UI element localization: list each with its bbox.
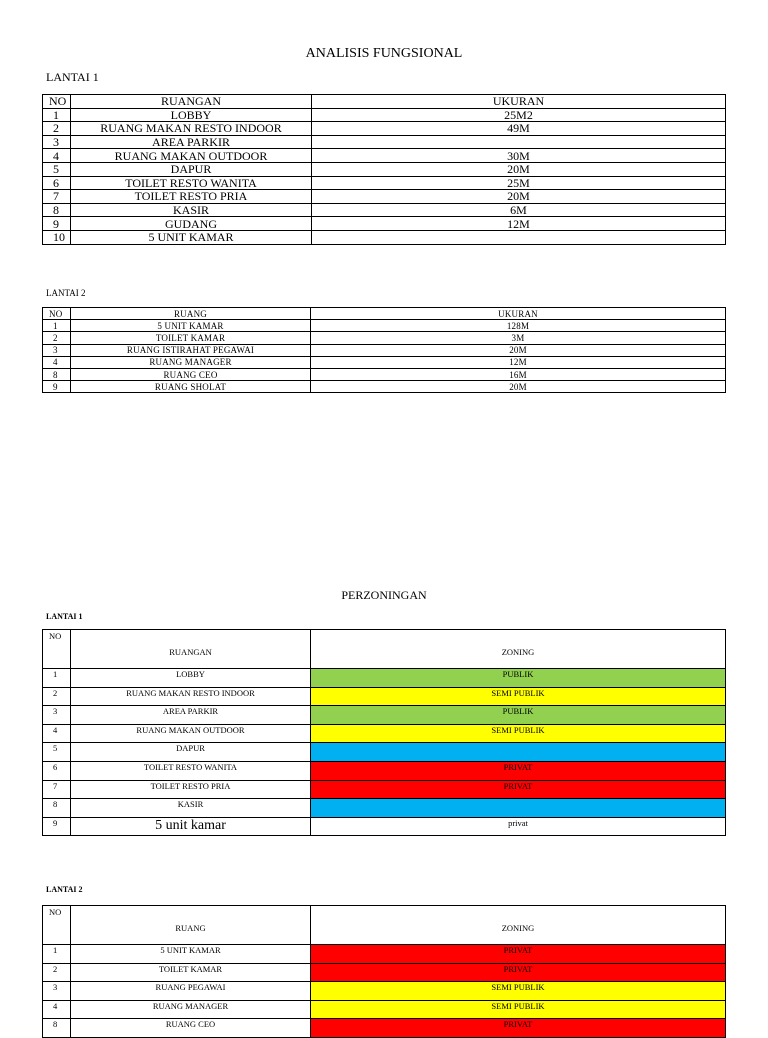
row-no: 3 — [43, 135, 71, 149]
row-zone — [311, 799, 726, 818]
row-room-name: 5 unit kamar — [71, 817, 311, 836]
row-size: 30M — [312, 149, 726, 163]
row-room-name: TOILET KAMAR — [71, 332, 311, 344]
row-zone: SEMI PUBLIK — [311, 1000, 726, 1019]
row-room-name: LOBBY — [71, 108, 312, 122]
zoning-heading-lantai-1: LANTAI 1 — [46, 612, 83, 621]
header-ruangan: RUANGAN — [71, 95, 312, 109]
header-no: NO — [43, 630, 71, 669]
row-room-name: AREA PARKIR — [71, 135, 312, 149]
table-row — [43, 817, 726, 836]
section-heading-lantai-2: LANTAI 2 — [46, 288, 86, 298]
row-room-name: 5 UNIT KAMAR — [71, 945, 311, 964]
row-zone: PRIVAT — [311, 761, 726, 780]
header-row — [43, 906, 726, 945]
row-size: 3M — [311, 332, 726, 344]
header-row — [43, 308, 726, 320]
row-size: 12M — [312, 217, 726, 231]
table-row — [43, 176, 726, 190]
table-row — [43, 761, 726, 780]
row-room-name: RUANG MAKAN RESTO INDOOR — [71, 122, 312, 136]
table-row — [43, 982, 726, 1001]
header-ukuran: UKURAN — [312, 95, 726, 109]
table-row — [43, 706, 726, 725]
row-room-name: 5 UNIT KAMAR — [71, 320, 311, 332]
row-no: 4 — [43, 724, 71, 743]
table-row — [43, 1000, 726, 1019]
table-row — [43, 162, 726, 176]
row-size: 20M — [312, 190, 726, 204]
row-room-name: DAPUR — [71, 162, 312, 176]
row-size — [312, 135, 726, 149]
header-ukuran: UKURAN — [311, 308, 726, 320]
row-zone — [311, 743, 726, 762]
row-size — [312, 230, 726, 244]
header-ruangan: RUANGAN — [71, 630, 311, 669]
row-no: 4 — [43, 356, 71, 368]
header-no: NO — [43, 906, 71, 945]
row-no: 2 — [43, 332, 71, 344]
row-no: 3 — [43, 706, 71, 725]
row-room-name: TOILET RESTO PRIA — [71, 190, 312, 204]
row-room-name: KASIR — [71, 203, 312, 217]
row-room-name: TOILET RESTO WANITA — [71, 761, 311, 780]
row-no: 2 — [43, 963, 71, 982]
row-size: 12M — [311, 356, 726, 368]
row-size: 49M — [312, 122, 726, 136]
row-room-name: KASIR — [71, 799, 311, 818]
table-row — [43, 381, 726, 393]
table-row — [43, 368, 726, 380]
row-no: 10 — [43, 230, 71, 244]
table-row — [43, 217, 726, 231]
row-no: 7 — [43, 780, 71, 799]
zoning-table-lantai-1 — [42, 629, 726, 836]
row-room-name: TOILET RESTO WANITA — [71, 176, 312, 190]
row-size: 20M — [312, 162, 726, 176]
row-no: 2 — [43, 122, 71, 136]
row-size: 128M — [311, 320, 726, 332]
row-room-name: RUANG MAKAN RESTO INDOOR — [71, 687, 311, 706]
row-no: 1 — [43, 108, 71, 122]
header-zoning: ZONING — [311, 906, 726, 945]
row-room-name: RUANG MANAGER — [71, 1000, 311, 1019]
table-row — [43, 724, 726, 743]
table-row — [43, 743, 726, 762]
table-row — [43, 963, 726, 982]
ukuran-table-lantai-1 — [42, 94, 726, 245]
row-room-name: DAPUR — [71, 743, 311, 762]
row-room-name: LOBBY — [71, 669, 311, 688]
table-row — [43, 108, 726, 122]
row-zone: SEMI PUBLIK — [311, 982, 726, 1001]
zoning-table-lantai-2 — [42, 905, 726, 1038]
row-room-name: RUANG MAKAN OUTDOOR — [71, 149, 312, 163]
table-row — [43, 356, 726, 368]
table-row — [43, 230, 726, 244]
row-zone: PRIVAT — [311, 963, 726, 982]
row-no: 5 — [43, 743, 71, 762]
header-ruangan: RUANG — [71, 308, 311, 320]
row-size: 16M — [311, 368, 726, 380]
table-row — [43, 332, 726, 344]
header-ruangan: RUANG — [71, 906, 311, 945]
row-size: 25M — [312, 176, 726, 190]
table-row — [43, 799, 726, 818]
row-no: 9 — [43, 381, 71, 393]
row-zone: SEMI PUBLIK — [311, 724, 726, 743]
row-no: 8 — [43, 799, 71, 818]
row-room-name: TOILET RESTO PRIA — [71, 780, 311, 799]
row-room-name: RUANG PEGAWAI — [71, 982, 311, 1001]
row-room-name: 5 UNIT KAMAR — [71, 230, 312, 244]
header-zoning: ZONING — [311, 630, 726, 669]
row-no: 6 — [43, 761, 71, 780]
table-row — [43, 122, 726, 136]
row-zone: PRIVAT — [311, 780, 726, 799]
table-row — [43, 320, 726, 332]
row-room-name: RUANG MAKAN OUTDOOR — [71, 724, 311, 743]
row-room-name: RUANG ISTIRAHAT PEGAWAI — [71, 344, 311, 356]
row-room-name: RUANG SHOLAT — [71, 381, 311, 393]
ukuran-table-lantai-2 — [42, 307, 726, 393]
row-zone: PRIVAT — [311, 945, 726, 964]
row-no: 9 — [43, 817, 71, 836]
header-no: NO — [43, 95, 71, 109]
row-no: 1 — [43, 669, 71, 688]
row-no: 3 — [43, 982, 71, 1001]
row-no: 9 — [43, 217, 71, 231]
row-zone: PRIVAT — [311, 1019, 726, 1038]
table-row — [43, 780, 726, 799]
row-zone: privat — [311, 817, 726, 836]
row-size: 20M — [311, 344, 726, 356]
row-room-name: RUANG CEO — [71, 1019, 311, 1038]
table-row — [43, 669, 726, 688]
row-no: 3 — [43, 344, 71, 356]
row-no: 4 — [43, 149, 71, 163]
table-row — [43, 687, 726, 706]
row-zone: PUBLIK — [311, 669, 726, 688]
header-no: NO — [43, 308, 71, 320]
row-no: 8 — [43, 1019, 71, 1038]
row-no: 2 — [43, 687, 71, 706]
row-room-name: RUANG CEO — [71, 368, 311, 380]
section-heading-lantai-1: LANTAI 1 — [46, 70, 99, 84]
row-zone: PUBLIK — [311, 706, 726, 725]
row-no: 1 — [43, 945, 71, 964]
row-room-name: RUANG MANAGER — [71, 356, 311, 368]
header-row — [43, 630, 726, 669]
table-row — [43, 945, 726, 964]
row-no: 6 — [43, 176, 71, 190]
row-zone: SEMI PUBLIK — [311, 687, 726, 706]
table-row — [43, 1019, 726, 1038]
table-row — [43, 135, 726, 149]
row-no: 4 — [43, 1000, 71, 1019]
row-room-name: AREA PARKIR — [71, 706, 311, 725]
row-size: 6M — [312, 203, 726, 217]
row-no: 8 — [43, 368, 71, 380]
row-size: 20M — [311, 381, 726, 393]
table-row — [43, 203, 726, 217]
row-room-name: TOILET KAMAR — [71, 963, 311, 982]
table-row — [43, 149, 726, 163]
table-row — [43, 190, 726, 204]
zoning-title: PERZONINGAN — [341, 588, 427, 602]
row-no: 1 — [43, 320, 71, 332]
row-size: 25M2 — [312, 108, 726, 122]
row-no: 5 — [43, 162, 71, 176]
row-room-name: GUDANG — [71, 217, 312, 231]
row-no: 8 — [43, 203, 71, 217]
header-row — [43, 95, 726, 109]
zoning-heading-lantai-2: LANTAI 2 — [46, 885, 83, 894]
page-title: ANALISIS FUNGSIONAL — [305, 46, 463, 61]
table-row — [43, 344, 726, 356]
row-no: 7 — [43, 190, 71, 204]
